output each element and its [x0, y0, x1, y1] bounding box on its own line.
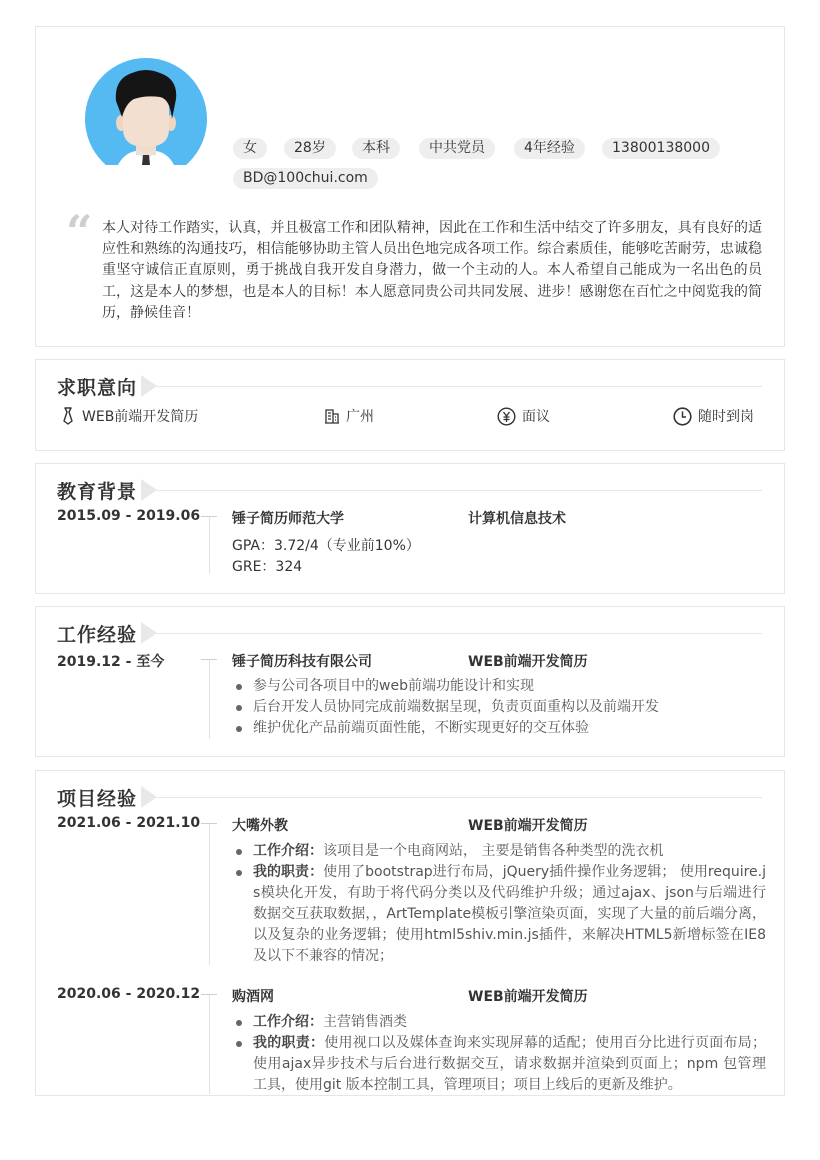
section-arrow-icon	[141, 479, 157, 501]
phone-tag: 13800138000	[602, 138, 720, 159]
section-arrow-icon	[141, 786, 157, 808]
quote-icon: “	[66, 205, 93, 259]
political-tag: 中共党员	[419, 138, 495, 159]
project-details	[232, 841, 766, 967]
timeline-tick	[201, 994, 217, 995]
section-arrow-icon	[141, 375, 157, 397]
age-tag: 28岁	[284, 138, 336, 159]
intent-salary-text: 面议	[522, 409, 550, 425]
timeline-line	[209, 994, 210, 1094]
timeline-tick	[201, 659, 217, 660]
project-name: 大嘴外教	[232, 818, 288, 834]
project-intro: 该项目是一个电商网站， 主要是销售各种类型的洗衣机	[323, 843, 664, 859]
list-item	[232, 862, 766, 967]
timeline-tick	[201, 823, 217, 824]
intro-label: 工作介绍：	[253, 1014, 323, 1030]
timeline-line	[209, 659, 210, 739]
list-item	[232, 1033, 766, 1096]
section-title	[57, 474, 157, 506]
gender-tag: 女	[233, 138, 267, 159]
section-divider	[146, 386, 762, 387]
education-section	[35, 463, 785, 594]
section-arrow-icon	[141, 622, 157, 644]
project-duty: 使用视口以及媒体查询来实现屏幕的适配；使用百分比进行页面布局；使用ajax异步技术与后台进行数据交互，请求数据并渲染到页面上；npm 包管理工具，使用git 版本控制工具，管理项目；项目上线后的更新及维护。	[253, 1035, 767, 1093]
list-item	[232, 1012, 766, 1033]
education-date: 2015.09 - 2019.06	[57, 508, 201, 524]
section-title-text: 工作经验	[57, 620, 141, 647]
project-details	[232, 1012, 766, 1096]
gre-text: GRE：324	[232, 559, 303, 575]
section-title-text: 求职意向	[57, 373, 141, 400]
work-date: 2019.12 - 至今	[57, 654, 165, 670]
project-date: 2020.06 - 2020.12	[57, 986, 201, 1002]
list-item: 后台开发人员协同完成前端数据呈现，负责页面重构以及前端开发	[232, 697, 766, 718]
building-icon	[324, 408, 340, 424]
clock-icon	[673, 407, 692, 426]
work-role: WEB前端开发简历	[468, 654, 588, 670]
email-tag: BD@100chui.com	[233, 168, 378, 189]
timeline-line	[209, 823, 210, 965]
section-title	[57, 781, 157, 813]
experience-tag: 4年经验	[514, 138, 585, 159]
section-divider	[146, 797, 762, 798]
section-divider	[146, 633, 762, 634]
project-date: 2021.06 - 2021.10	[57, 815, 201, 831]
intent-arrival-text: 随时到岗	[698, 409, 754, 425]
yen-coin-icon	[497, 407, 516, 426]
work-section	[35, 606, 785, 757]
duty-label: 我的职责：	[253, 864, 324, 880]
section-divider	[146, 490, 762, 491]
intro-label: 工作介绍：	[253, 843, 323, 859]
list-item	[232, 841, 766, 862]
project-intro: 主营销售酒类	[323, 1014, 407, 1030]
school-name: 锤子简历师范大学	[232, 511, 344, 527]
intent-salary	[497, 405, 550, 427]
intent-arrival	[673, 405, 754, 427]
section-title	[57, 617, 157, 649]
intent-position-text: WEB前端开发简历	[82, 409, 199, 425]
company-name: 锤子简历科技有限公司	[232, 654, 372, 670]
timeline-line	[209, 516, 210, 574]
work-duties	[232, 676, 766, 739]
avatar	[84, 57, 208, 165]
profile-card	[35, 26, 785, 347]
project-role: WEB前端开发简历	[468, 818, 588, 834]
list-item: 参与公司各项目中的web前端功能设计和实现	[232, 676, 766, 697]
intent-position	[60, 405, 198, 427]
project-name: 购酒网	[232, 989, 274, 1005]
project-role: WEB前端开发简历	[468, 989, 588, 1005]
major-name: 计算机信息技术	[468, 511, 566, 527]
section-title-text: 教育背景	[57, 477, 141, 504]
job-intent-section	[35, 359, 785, 451]
section-title	[57, 370, 157, 402]
section-title-text: 项目经验	[57, 784, 141, 811]
gpa-text: GPA：3.72/4（专业前10%）	[232, 538, 420, 554]
intent-city	[324, 405, 374, 427]
duty-label: 我的职责：	[253, 1035, 325, 1051]
list-item: 维护优化产品前端页面性能，不断实现更好的交互体验	[232, 718, 766, 739]
self-introduction: 本人对待工作踏实，认真，并且极富工作和团队精神，因此在工作和生活中结交了许多朋友，具有良好的适应性和熟练的沟通技巧，相信能够协助主管人员出色地完成各项工作。综合素质佳，能够吃苦耐劳，忠诚稳重坚守诚信正直原则，勇于挑战自我开发自身潜力，做一个主动的人。本人希望自己能成为一名出色的员工，这是本人的梦想，也是本人的目标！本人愿意同贵公司共同发展、进步！感谢您在百忙之中阅览我的简历，静候佳音！	[102, 220, 762, 321]
timeline-tick	[201, 516, 217, 517]
intent-city-text: 广州	[346, 409, 374, 425]
projects-section	[35, 770, 785, 1096]
project-duty: 使用了bootstrap进行布局，jQuery插件操作业务逻辑； 使用require.js模块化开发，有助于将代码分类以及代码维护升级；通过ajax、json与后端进行数据交互获取数据，，ArtTemplate模板引擎渲染页面，实现了大量的前后端分离，以及复杂的业务逻辑；使用html5shiv.min.js插件，来解决HTML5新增标签在IE8及以下不兼容的情况；	[253, 864, 766, 964]
degree-tag: 本科	[352, 138, 400, 159]
tie-icon	[60, 407, 76, 425]
